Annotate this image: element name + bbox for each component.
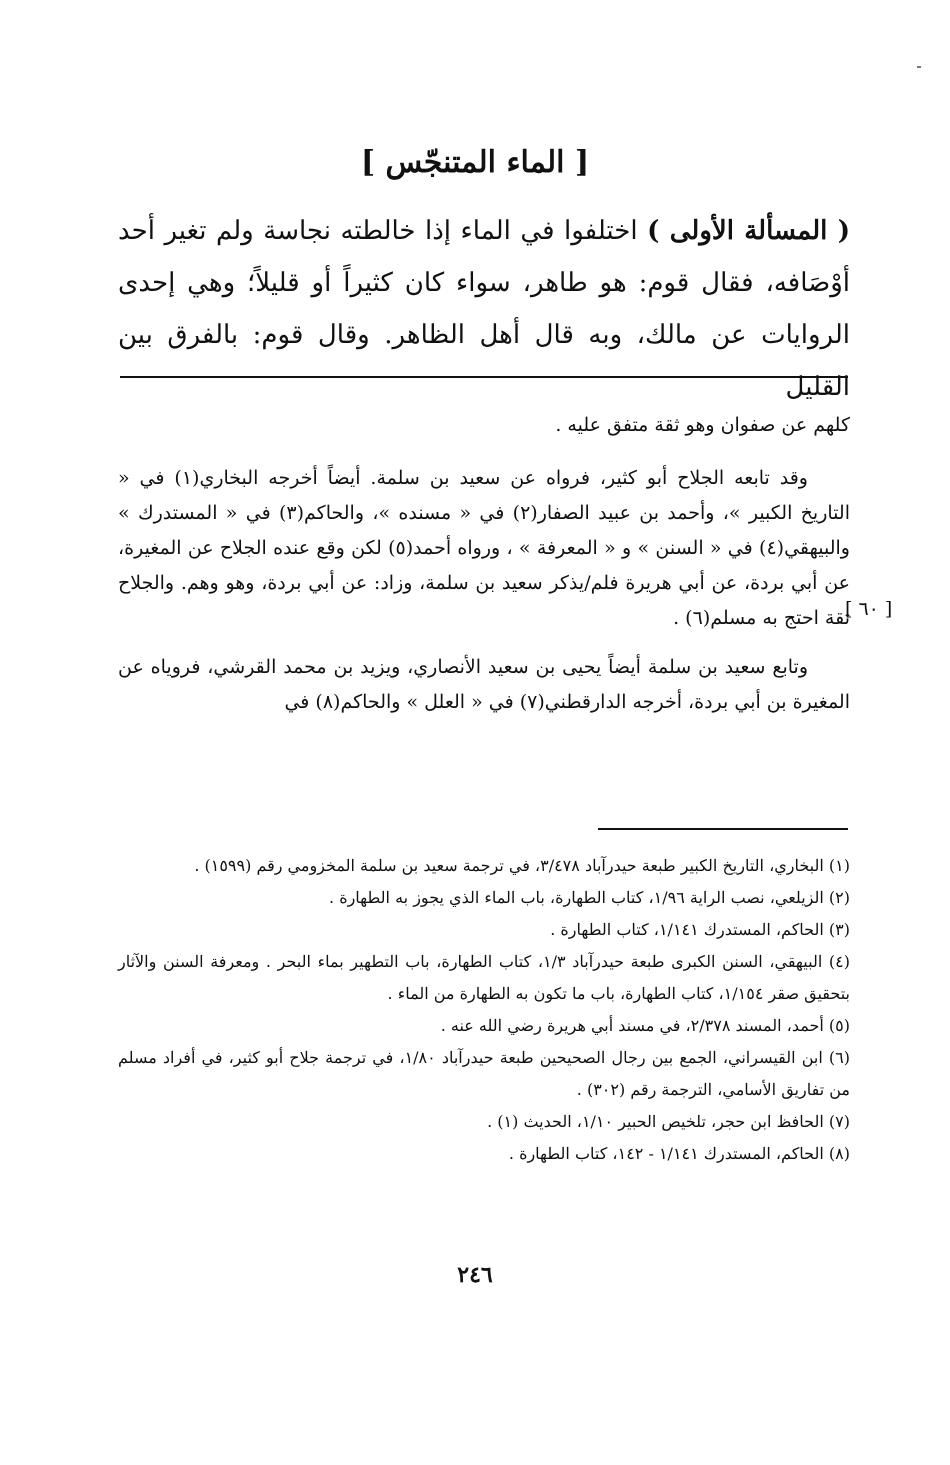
commentary-paragraph: وتابع سعيد بن سلمة أيضاً يحيى بن سعيد الأنصاري، ويزيد بن محمد القرشي، فروياه عن المغيرة بن أبي بردة، أخرجه الدارقطني(٧) في « العلل » والحاكم(٨) في [118, 656, 850, 713]
footnote-divider [598, 828, 848, 830]
footnote: (٥) أحمد، المسند ٢/٣٧٨، في مسند أبي هريرة رضي الله عنه . [440, 1016, 850, 1035]
page-number: ٢٤٦ [457, 1262, 493, 1288]
footnote: (٢) الزيلعي، نصب الراية ١/٩٦، كتاب الطهارة، باب الماء الذي يجوز به الطهارة . [329, 888, 850, 907]
scan-mark [917, 66, 921, 68]
commentary-paragraph: وقد تابعه الجلاح أبو كثير، فرواه عن سعيد بن سلمة. أيضاً أخرجه البخاري(١) في « التاريخ الكبير »، وأحمد بن عبيد الصفار(٢) في « مسنده »، والحاكم(٣) في « المستدرك » والبيهقي(٤) في « السنن » و « المعرفة » ، ورواه أحمد(٥) لكن وقع عنده الجلاح عن المغيرة، عن أبي بردة، عن أبي هريرة فلم/يذكر سعيد بن سلمة، وزاد: عن أبي بردة، وهو وهم. والجلاح ثقة احتج به مسلم(٦) . [118, 467, 850, 629]
section-divider [120, 376, 848, 378]
issue-label: ( المسألة الأولى ) [647, 216, 850, 246]
chapter-heading: [ الماء المتنجّس ] [360, 145, 590, 180]
footnote: (١) البخاري، التاريخ الكبير طبعة حيدرآباد ٣/٤٧٨، في ترجمة سعيد بن سلمة المخزومي رقم (١٥٩٩) . [194, 856, 850, 875]
commentary-paragraph: كلهم عن صفوان وهو ثقة متفق عليه . [555, 414, 850, 436]
footnote: (٦) ابن القيسراني، الجمع بين رجال الصحيحين طبعة حيدرآباد ١/٨٠، في ترجمة جلاح أبو كثير، في أفراد مسلم من تفاريق الأسامي، الترجمة رقم (٣٠٢) . [118, 1048, 850, 1099]
footnote: (٧) الحافظ ابن حجر، تلخيص الحبير ١/١٠، الحديث (١) . [487, 1112, 850, 1131]
main-text [118, 205, 850, 413]
footnotes [118, 850, 850, 1170]
main-body: اختلفوا في الماء إذا خالطته نجاسة ولم تغير أحد أوْصَافه، فقال قوم: هو طاهر، سواء كان كثيراً أو قليلاً؛ وهي إحدى الروايات عن مالك، وبه قال أهل الظاهر. وقال قوم: بالفرق بين القليل [118, 216, 850, 402]
footnote: (٨) الحاكم، المستدرك ١/١٤١ - ١٤٢، كتاب الطهارة . [508, 1144, 850, 1163]
footnote: (٤) البيهقي، السنن الكبرى طبعة حيدرآباد ١/٣، كتاب الطهارة، باب التطهير بماء البحر . ومعرفة السنن والآثار بتحقيق صقر ١/١٥٤، كتاب الطهارة، باب ما تكون به الطهارة من الماء . [118, 952, 850, 1003]
main-paragraph [118, 205, 850, 413]
manuscript-page-marker: [ ٦٠ ] [845, 598, 893, 620]
footnote: (٣) الحاكم، المستدرك ١/١٤١، كتاب الطهارة . [550, 920, 850, 939]
commentary-section [118, 408, 850, 734]
